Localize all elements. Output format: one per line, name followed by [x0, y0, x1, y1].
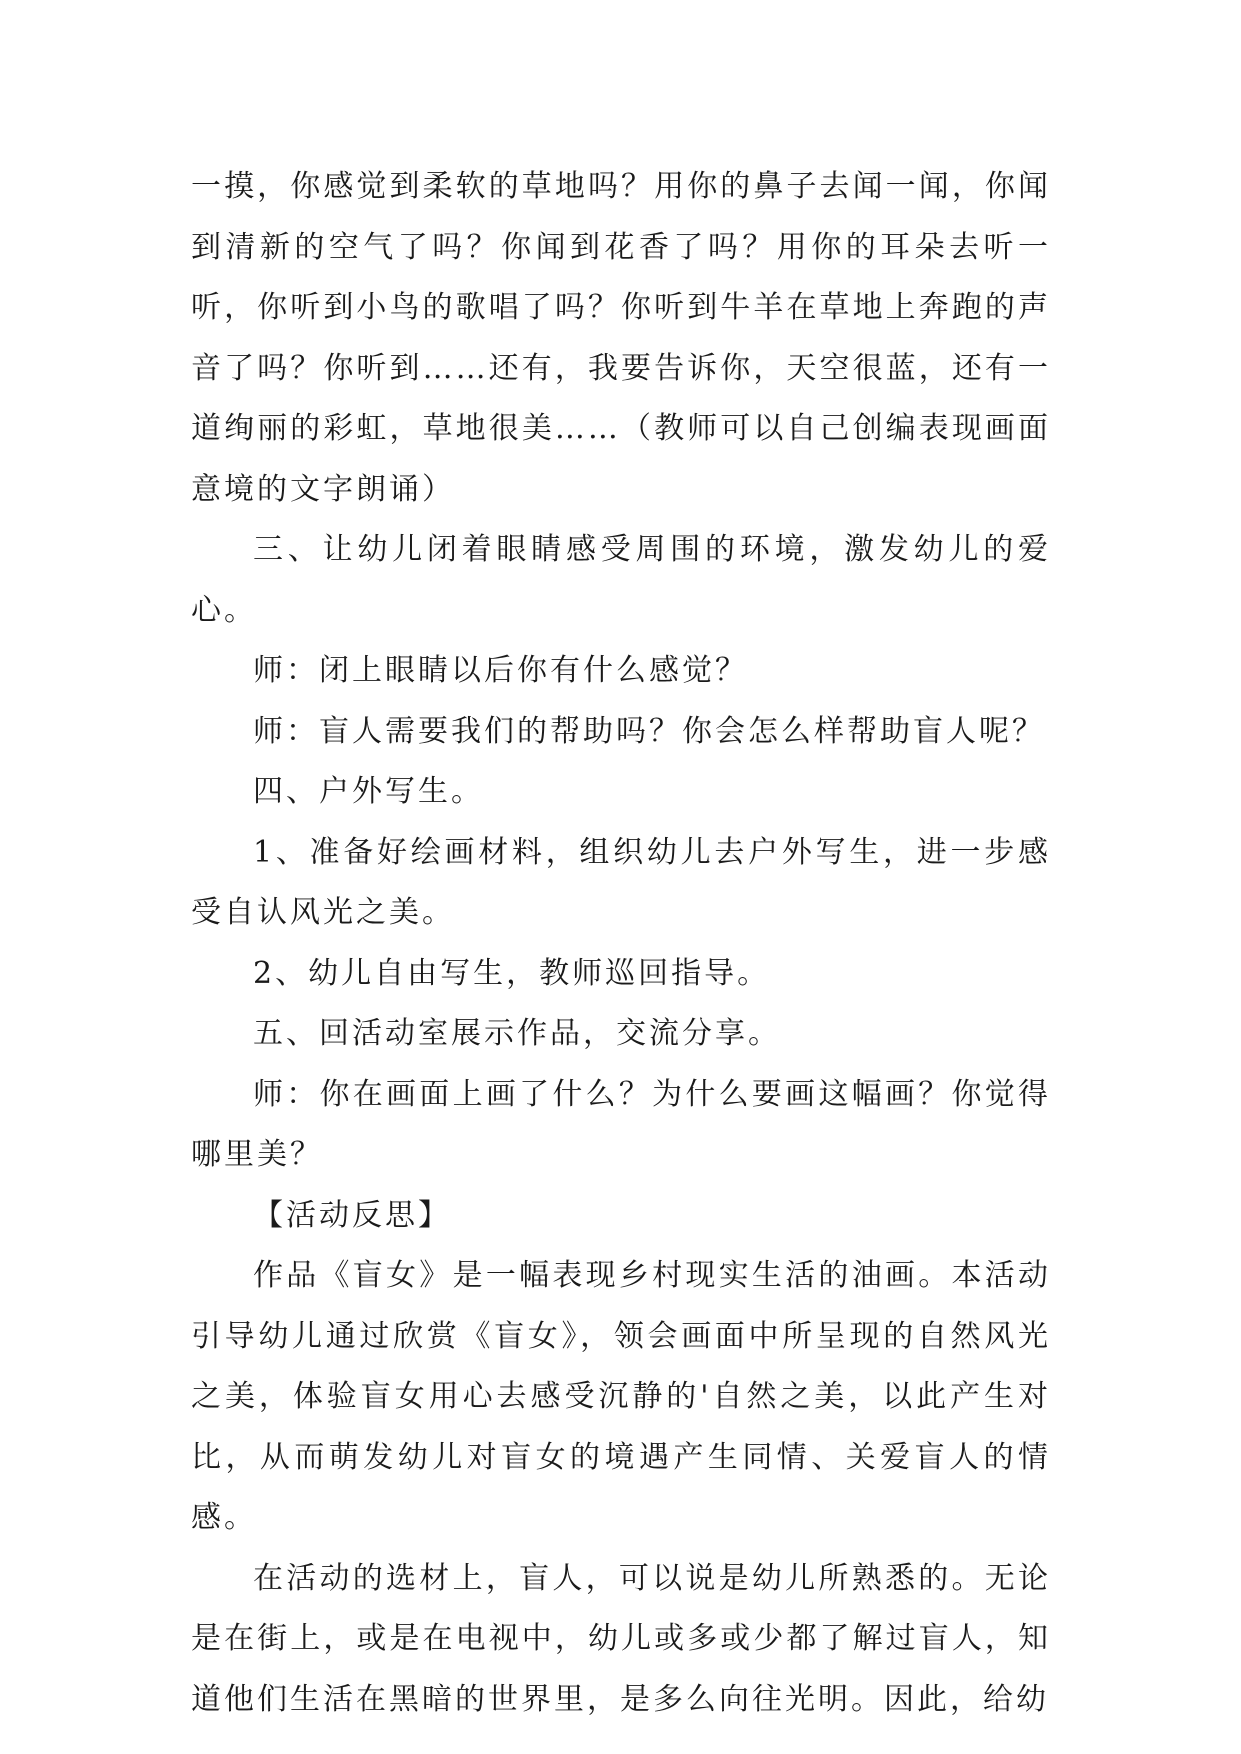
- reflection-paragraph: 作品《盲女》是一幅表现乡村现实生活的油画。本活动引导幼儿通过欣赏《盲女》，领会画面中所呈现的自然风光之美，体验盲女用心去感受沉静的'自然之美，以此产生对比，从而萌发幼儿对盲女的境遇产生同情、关爱盲人的情感。: [191, 1258, 1051, 1535]
- reflection-paragraph: 在活动的选材上，盲人，可以说是幼儿所熟悉的。无论是在街上，或是在电视中，幼儿或多或少都了解过盲人，知道他们生活在黑暗的世界里，是多么向往光明。因此，给幼: [191, 1560, 1051, 1717]
- section-heading-3: 三、让幼儿闭着眼睛感受周围的环境，激发幼儿的爱心。: [191, 532, 1051, 628]
- teacher-question: 师：盲人需要我们的帮助吗？你会怎么样帮助盲人呢？: [253, 713, 1045, 749]
- list-item: 2、幼儿自由写生，教师巡回指导。: [253, 955, 771, 991]
- section-heading-5: 五、回活动室展示作品，交流分享。: [253, 1016, 781, 1051]
- section-heading-4: 四、户外写生。: [253, 774, 484, 809]
- paragraph-continuation: 一摸，你感觉到柔软的草地吗？用你的鼻子去闻一闻，你闻到清新的空气了吗？你闻到花香了吗？用你的耳朵去听一听，你听到小鸟的歌唱了吗？你听到牛羊在草地上奔跑的声音了吗？你听到……还有，我要告诉你，天空很蓝，还有一道绚丽的彩虹，草地很美……（教师可以自己创编表现画面意境的文字朗诵）: [191, 169, 1051, 507]
- body-text: [191, 157, 1051, 1730]
- teacher-question: 师：闭上眼睛以后你有什么感觉？: [253, 653, 748, 688]
- reflection-heading: 【活动反思】: [253, 1197, 451, 1233]
- list-item: 1、准备好绘画材料，组织幼儿去户外写生，进一步感受自认风光之美。: [191, 834, 1051, 930]
- teacher-question: 师：你在画面上画了什么？为什么要画这幅画？你觉得哪里美？: [191, 1076, 1051, 1172]
